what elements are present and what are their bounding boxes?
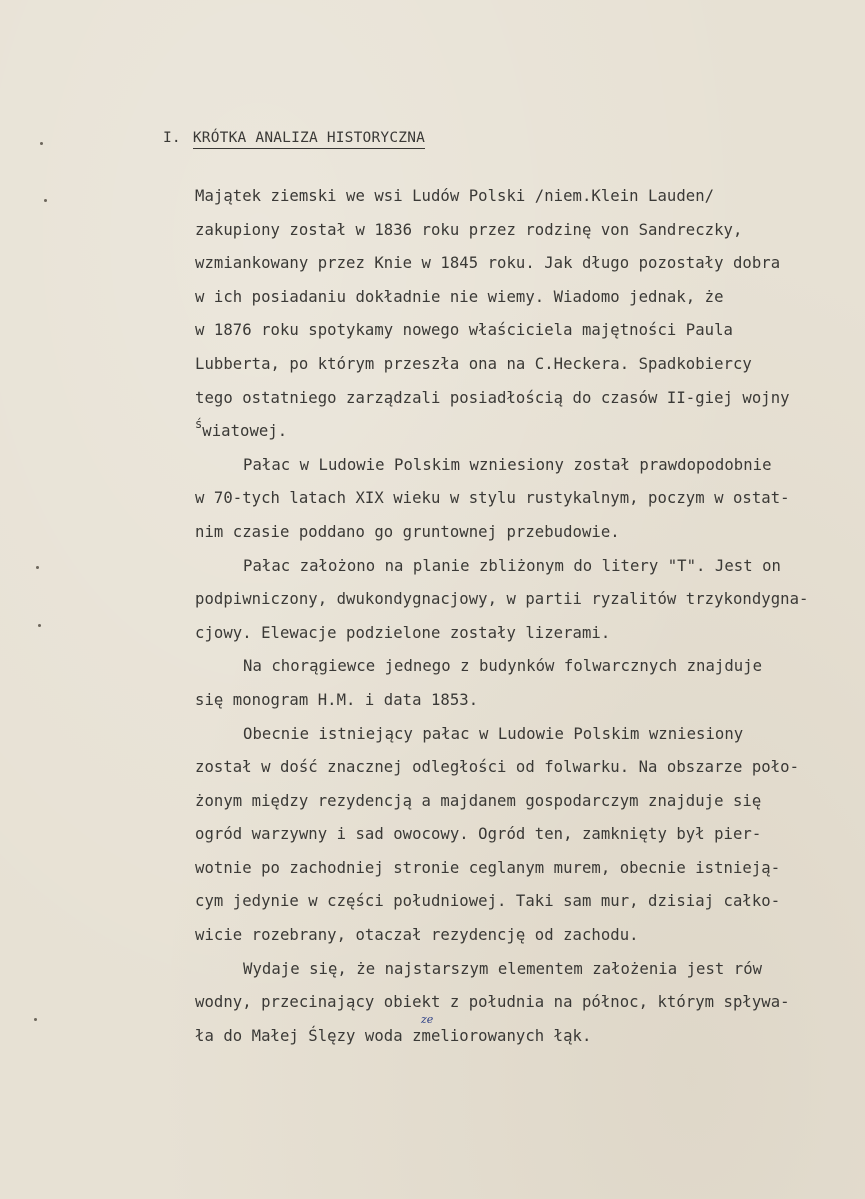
text-line [195,550,845,584]
text-line-content: wotnie po zachodniej stronie ceglanym murem, obecnie istnieją- [195,858,781,877]
text-line [195,852,845,886]
text-line [195,348,845,382]
text-line-content: żonym między rezydencją a majdanem gospodarczym znajduje się [195,791,762,810]
text-line [195,751,845,785]
text-line-content: Wydaje się, że najstarszym elementem założenia jest rów [243,959,763,978]
text-line [195,718,845,752]
text-line [195,247,845,281]
text-line-content: Pałac założono na planie zbliżonym do litery "T". Jest on [243,556,781,575]
text-line [195,1020,845,1054]
text-line-content: podpiwniczony, dwukondygnacjowy, w partii ryzalitów trzykondygna- [195,590,809,609]
text-line [195,650,845,684]
body-text [195,180,845,1053]
text-line-content: w 1876 roku spotykamy nowego właściciela majętności Paula [195,321,733,340]
text-line [195,482,845,516]
text-line [195,583,845,617]
text-line [195,684,845,718]
section-heading [163,130,425,146]
text-line [195,785,845,819]
text-line [195,214,845,248]
text-line-content: Lubberta, po którym przeszła ona na C.Heckera. Spadkobiercy [195,354,752,373]
text-line [195,919,845,953]
handwritten-insert: ze [421,1013,434,1026]
text-line-content: ogród warzywny i sad owocowy. Ogród ten, zamknięty był pier- [195,825,762,844]
text-line-content: cjowy. Elewacje podzielone zostały lizerami. [195,623,611,642]
text-line-content: wicie rozebrany, otaczał rezydencję od zachodu. [195,926,639,945]
text-line-content: został w dość znacznej odległości od folwarku. Na obszarze poło- [195,758,800,777]
text-line-content: w 70-tych latach XIX wieku w stylu rustykalnym, poczym w ostat- [195,489,790,508]
text-line-content: wiatowej. [202,422,288,441]
text-line [195,516,845,550]
text-line [195,314,845,348]
text-line-content: wodny, przecinający obiekt z południa na północ, którym spływa- [195,993,790,1012]
text-line [195,818,845,852]
margin-mark [44,199,47,202]
margin-mark [40,142,43,145]
margin-mark [34,1018,37,1021]
text-line [195,449,845,483]
margin-mark [36,566,39,569]
text-line-content: tego ostatniego zarządzali posiadłością do czasów II-giej wojny [195,388,790,407]
text-line-content: zakupiony został w 1836 roku przez rodzinę von Sandreczky, [195,220,743,239]
text-line-content: Na chorągiewce jednego z budynków folwarcznych znajduje [243,657,763,676]
text-line [195,415,845,449]
text-line-content: Majątek ziemski we wsi Ludów Polski /niem.Klein Lauden/ [195,187,715,205]
text-line-content: wzmiankowany przez Knie w 1845 roku. Jak długo pozostały dobra [195,254,781,273]
section-number: I. [163,130,181,146]
text-line [195,180,845,214]
superscript-letter: ś [195,417,203,432]
text-line-content: Pałac w Ludowie Polskim wzniesiony został prawdopodobnie [243,455,772,474]
text-line [195,281,845,315]
text-line [195,382,845,416]
text-line-content: się monogram H.M. i data 1853. [195,690,479,709]
text-line-content: cym jedynie w części południowej. Taki sam mur, dzisiaj całko- [195,892,781,911]
section-title: KRÓTKA ANALIZA HISTORYCZNA [193,130,425,149]
text-line-content: Obecnie istniejący pałac w Ludowie Polskim wzniesiony [243,724,744,743]
text-line [195,885,845,919]
text-line-content: w ich posiadaniu dokładnie nie wiemy. Wiadomo jednak, że [195,287,724,306]
text-line-content: nim czasie poddano go gruntownej przebudowie. [195,522,620,541]
text-line-content: ła do Małej Ślęzy woda zmeliorowanych łąk. [195,1026,592,1045]
text-line [195,953,845,987]
margin-mark [38,624,41,627]
text-line [195,986,845,1020]
text-line [195,617,845,651]
